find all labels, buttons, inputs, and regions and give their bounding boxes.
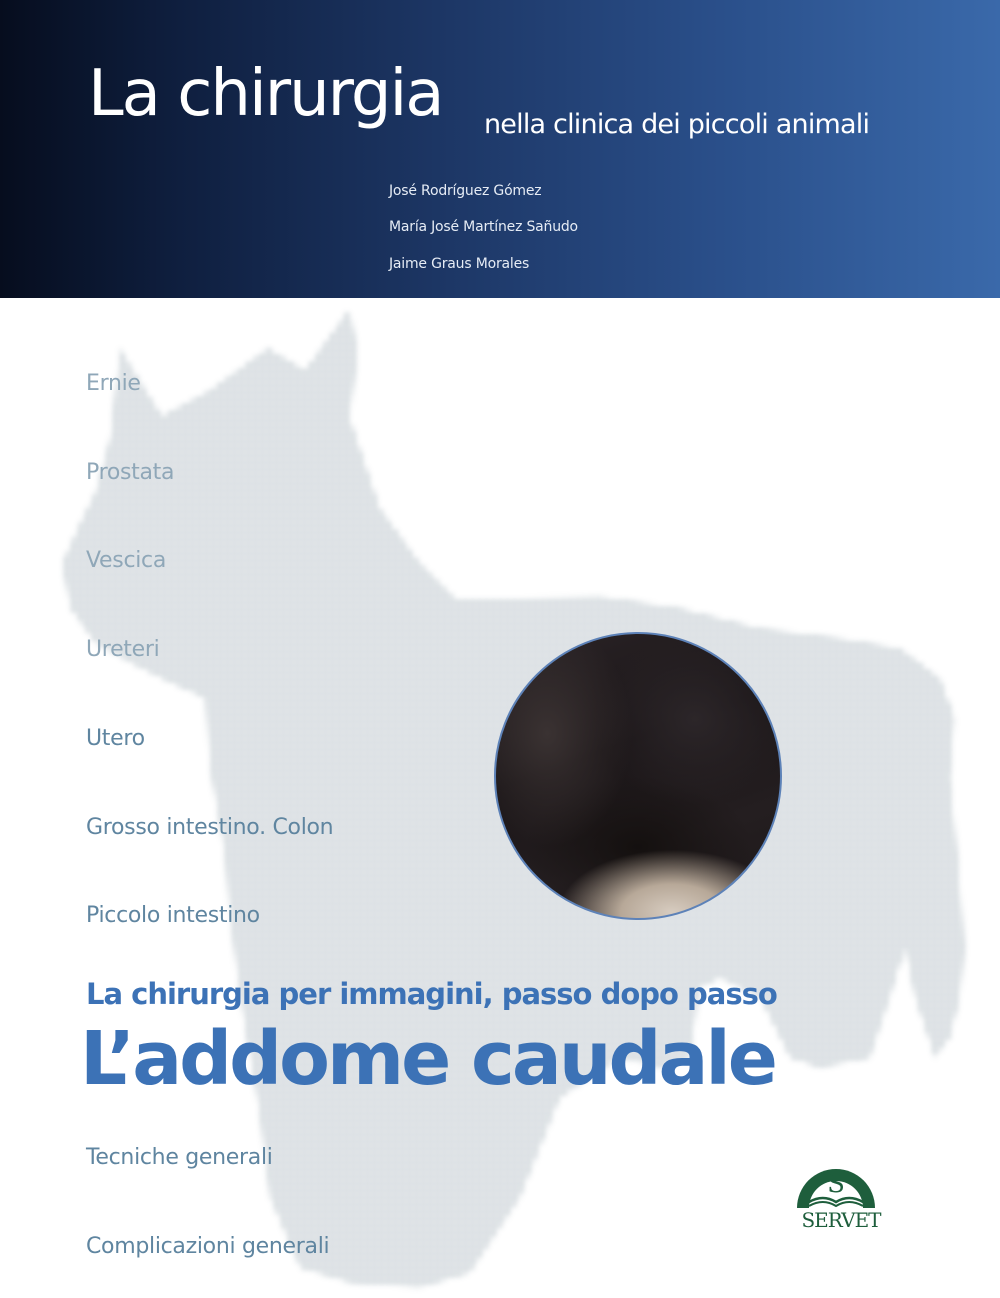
topic-tecniche-generali: Tecniche generali [86,1145,273,1170]
cover-header [0,0,1000,298]
topic-complicazioni-generali: Complicazioni generali [86,1234,330,1259]
author-2: María José Martínez Sañudo [389,219,578,235]
topic-ernie: Ernie [86,371,141,396]
svg-text:S: S [827,1169,845,1199]
topic-ureteri: Ureteri [86,637,160,662]
topic-grosso-intestino: Grosso intestino. Colon [86,815,334,840]
topic-piccolo-intestino: Piccolo intestino [86,903,260,928]
topic-utero: Utero [86,726,145,751]
book-title: La chirurgia [88,57,443,131]
topic-prostata: Prostata [86,460,175,485]
author-1: José Rodríguez Gómez [389,183,542,199]
publisher-name: SERVET [801,1208,881,1232]
author-3: Jaime Graus Morales [389,256,530,272]
topic-vescica: Vescica [86,548,167,573]
fur-photo-circle [494,632,782,920]
volume-title: L’addome caudale [80,1016,775,1102]
series-title: La chirurgia per immagini, passo dopo passo [86,977,777,1011]
book-subtitle: nella clinica dei piccoli animali [484,109,870,140]
